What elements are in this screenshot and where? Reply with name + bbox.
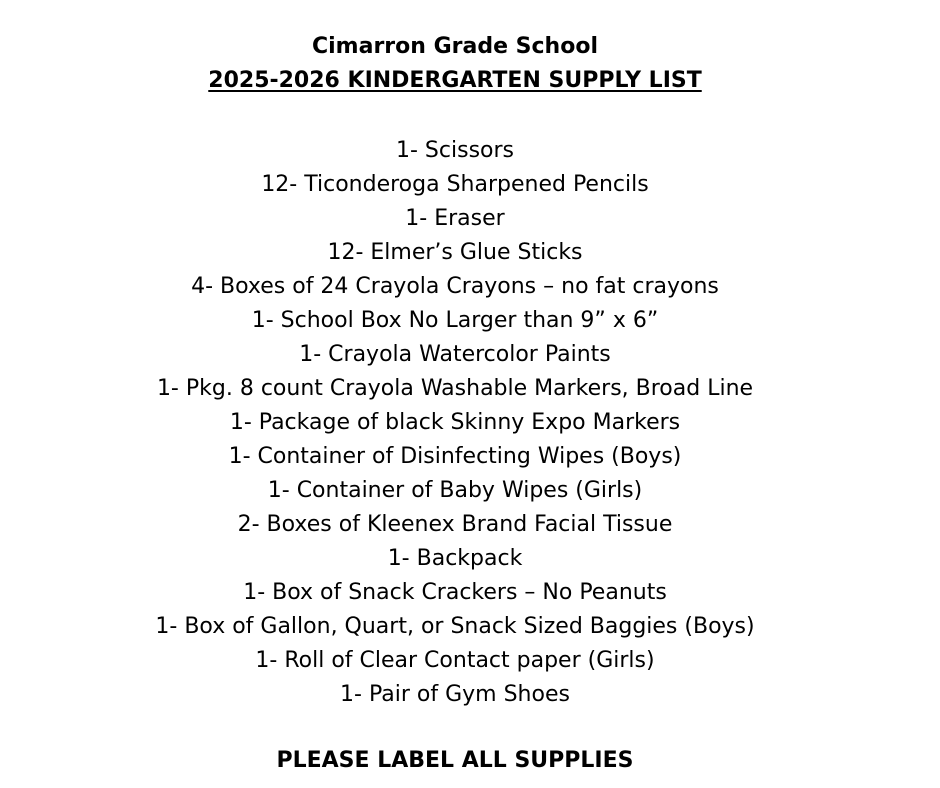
list-item: 1- Container of Disinfecting Wipes (Boys) [228, 444, 682, 469]
list-item: 1- Scissors [396, 138, 514, 163]
list-item: 1- Crayola Watercolor Paints [299, 342, 611, 367]
list-title [0, 66, 910, 96]
list-item: 4- Boxes of 24 Crayola Crayons – no fat crayons [191, 274, 719, 299]
list-item: 1- Box of Gallon, Quart, or Snack Sized Baggies (Boys) [155, 614, 755, 639]
list-item: 1- Eraser [405, 206, 505, 231]
list-item: 1- Box of Snack Crackers – No Peanuts [243, 580, 667, 605]
list-item: 1- Roll of Clear Contact paper (Girls) [255, 648, 655, 673]
list-title-text: 2025-2026 KINDERGARTEN SUPPLY LIST [208, 68, 702, 93]
supply-list [0, 134, 910, 712]
list-item: 1- Backpack [387, 546, 523, 571]
list-item: 12- Elmer’s Glue Sticks [327, 240, 583, 265]
list-item: 1- Container of Baby Wipes (Girls) [267, 478, 643, 503]
list-item: 1- Pkg. 8 count Crayola Washable Markers, Broad Line [156, 376, 754, 401]
list-item: 12- Ticonderoga Sharpened Pencils [261, 172, 649, 197]
school-name: Cimarron Grade School [312, 34, 598, 59]
list-item: 1- School Box No Larger than 9” x 6” [251, 308, 659, 333]
list-item: 2- Boxes of Kleenex Brand Facial Tissue [237, 512, 673, 537]
list-item: 1- Package of black Skinny Expo Markers [229, 410, 681, 435]
label-supplies-note: PLEASE LABEL ALL SUPPLIES [276, 748, 634, 773]
list-item: 1- Pair of Gym Shoes [340, 682, 570, 707]
